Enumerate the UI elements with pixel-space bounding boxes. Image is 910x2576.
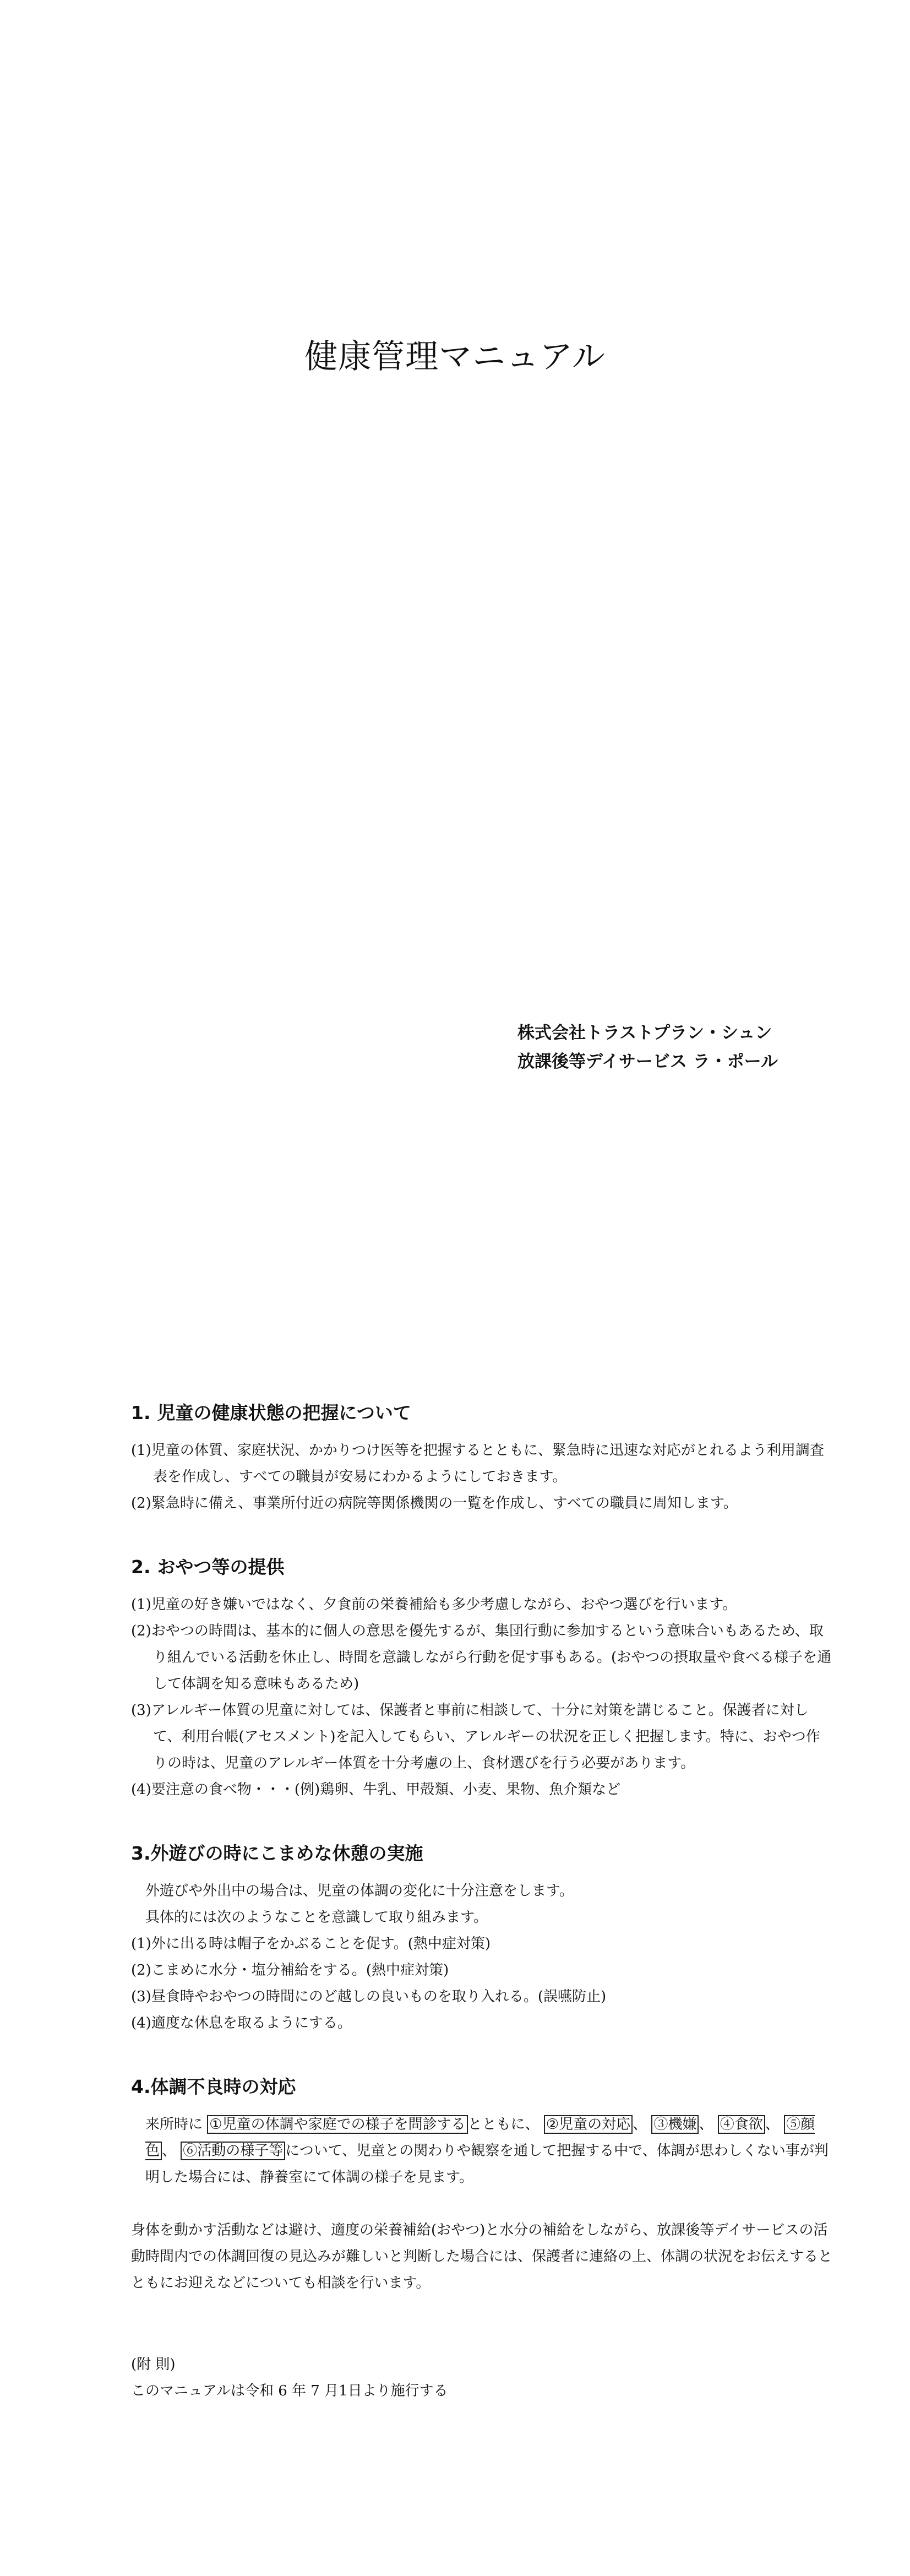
- separator: 、: [699, 2116, 713, 2133]
- check-item: ④食欲: [718, 2115, 765, 2134]
- document-title: 健康管理マニュアル: [304, 338, 606, 376]
- section-number: 3.: [131, 1843, 151, 1864]
- list-item: (3)アレルギー体質の児童に対しては、保護者と事前に相談して、十分に対策を講じること。保護者に対して、利用台帳(アセスメント)を記入してもらい、アレルギーの状況を正しく把握します。特に、おやつ作りの時は、児童のアレルギー体質を十分考慮の上、食材選びを行う必要があります。: [131, 1702, 820, 1771]
- section-title: 体調不良時の対応: [150, 2076, 296, 2097]
- section-outdoor-breaks: [131, 1839, 833, 2036]
- section-title: 外遊びの時にこまめな休憩の実施: [150, 1843, 423, 1864]
- check-item: ①児童の体調や家庭での様子を問診する: [207, 2115, 467, 2134]
- check-item: ③機嫌: [651, 2115, 699, 2134]
- section-illness-response: [131, 2073, 833, 2296]
- follow-up-paragraph: 身体を動かす活動などは避け、適度の栄養補給(おやつ)と水分の補給をしながら、放課後等デイサービスの活動時間内での体調回復の見込みが難しいと判断した場合には、保護者に連絡の上、体調の状況をお伝えするとともにお迎えなどについても相談を行います。: [131, 2222, 833, 2291]
- section-heading: [131, 1399, 833, 1427]
- supplementary-provisions: [131, 2351, 833, 2404]
- section-snacks: [131, 1553, 833, 1803]
- company-name: 株式会社トラストプラン・シュン: [517, 1023, 772, 1043]
- section-number: 4.: [131, 2076, 151, 2097]
- list-item: (1)児童の好き嫌いではなく、夕食前の栄養補給も多少考慮しながら、おやつ選びを行います。: [131, 1596, 737, 1613]
- list-item: (1)児童の体質、家庭状況、かかりつけ医等を把握するとともに、緊急時に迅速な対応がとれるよう利用調査表を作成し、すべての職員が安易にわかるようにしておきます。: [131, 1442, 824, 1485]
- section-heading: [131, 1839, 833, 1868]
- separator: 、: [633, 2116, 647, 2133]
- list-item: (2)こまめに水分・塩分補給をする。(熱中症対策): [131, 1962, 449, 1979]
- section-number: 2.: [131, 1556, 151, 1578]
- list-item: (4)要注意の食べ物・・・(例)鶏卵、牛乳、甲殻類、小麦、果物、魚介類など: [131, 1781, 621, 1798]
- separator: 、: [162, 2143, 177, 2159]
- separator: 、: [765, 2116, 780, 2133]
- check-item: ⑥活動の様子等: [181, 2142, 285, 2160]
- check-item: ⑤顔色: [145, 2116, 815, 2159]
- effective-date-text: このマニュアルは令和 6 年 7 月1日より施行する: [131, 2383, 448, 2399]
- section-health-status: [131, 1399, 833, 1517]
- trail-text: について、児童との関わりや観察を通して把握する中で、体調が思わしくない事が判明した場合には、静養室にて体調の様子を見ます。: [145, 2143, 829, 2186]
- section-heading: [131, 2073, 833, 2101]
- list-item: (3)昼食時やおやつの時間にのど越しの良いものを取り入れる。(誤嚥防止): [131, 1988, 607, 2005]
- list-item: (1)外に出る時は帽子をかぶることを促す。(熱中症対策): [131, 1936, 491, 1952]
- facility-name: 放課後等デイサービス ラ・ポール: [517, 1052, 778, 1072]
- document-body: [131, 1399, 833, 2404]
- section-heading: [131, 1553, 833, 1582]
- section-number: 1.: [131, 1402, 151, 1423]
- lead-text: 来所時に: [145, 2116, 203, 2133]
- intro-line: 具体的には次のようなことを意識して取り組みます。: [145, 1909, 488, 1926]
- section-title: 児童の健康状態の把握について: [157, 1402, 411, 1423]
- list-item: (2)緊急時に備え、事業所付近の病院等関係機関の一覧を作成し、すべての職員に周知します。: [131, 1495, 738, 1512]
- joiner-text: とともに、: [467, 2116, 540, 2133]
- list-item: (2)おやつの時間は、基本的に個人の意思を優先するが、集団行動に参加するという意味合いもあるため、取り組んでいる活動を休止し、時間を意識しながら行動を促す事もある。(おやつの摂取量や食べる様子を通して体調を知る意味もあるため): [131, 1623, 832, 1692]
- list-item: (4)適度な休息を取るようにする。: [131, 2015, 352, 2031]
- organization-block: [517, 1019, 778, 1076]
- check-item: ②児童の対応: [544, 2115, 633, 2134]
- intro-line: 外遊びや外出中の場合は、児童の体調の変化に十分注意をします。: [145, 1883, 574, 1899]
- supplementary-label: (附 則): [131, 2356, 176, 2373]
- section-title: おやつ等の提供: [157, 1556, 285, 1578]
- arrival-check-paragraph: [131, 2111, 833, 2191]
